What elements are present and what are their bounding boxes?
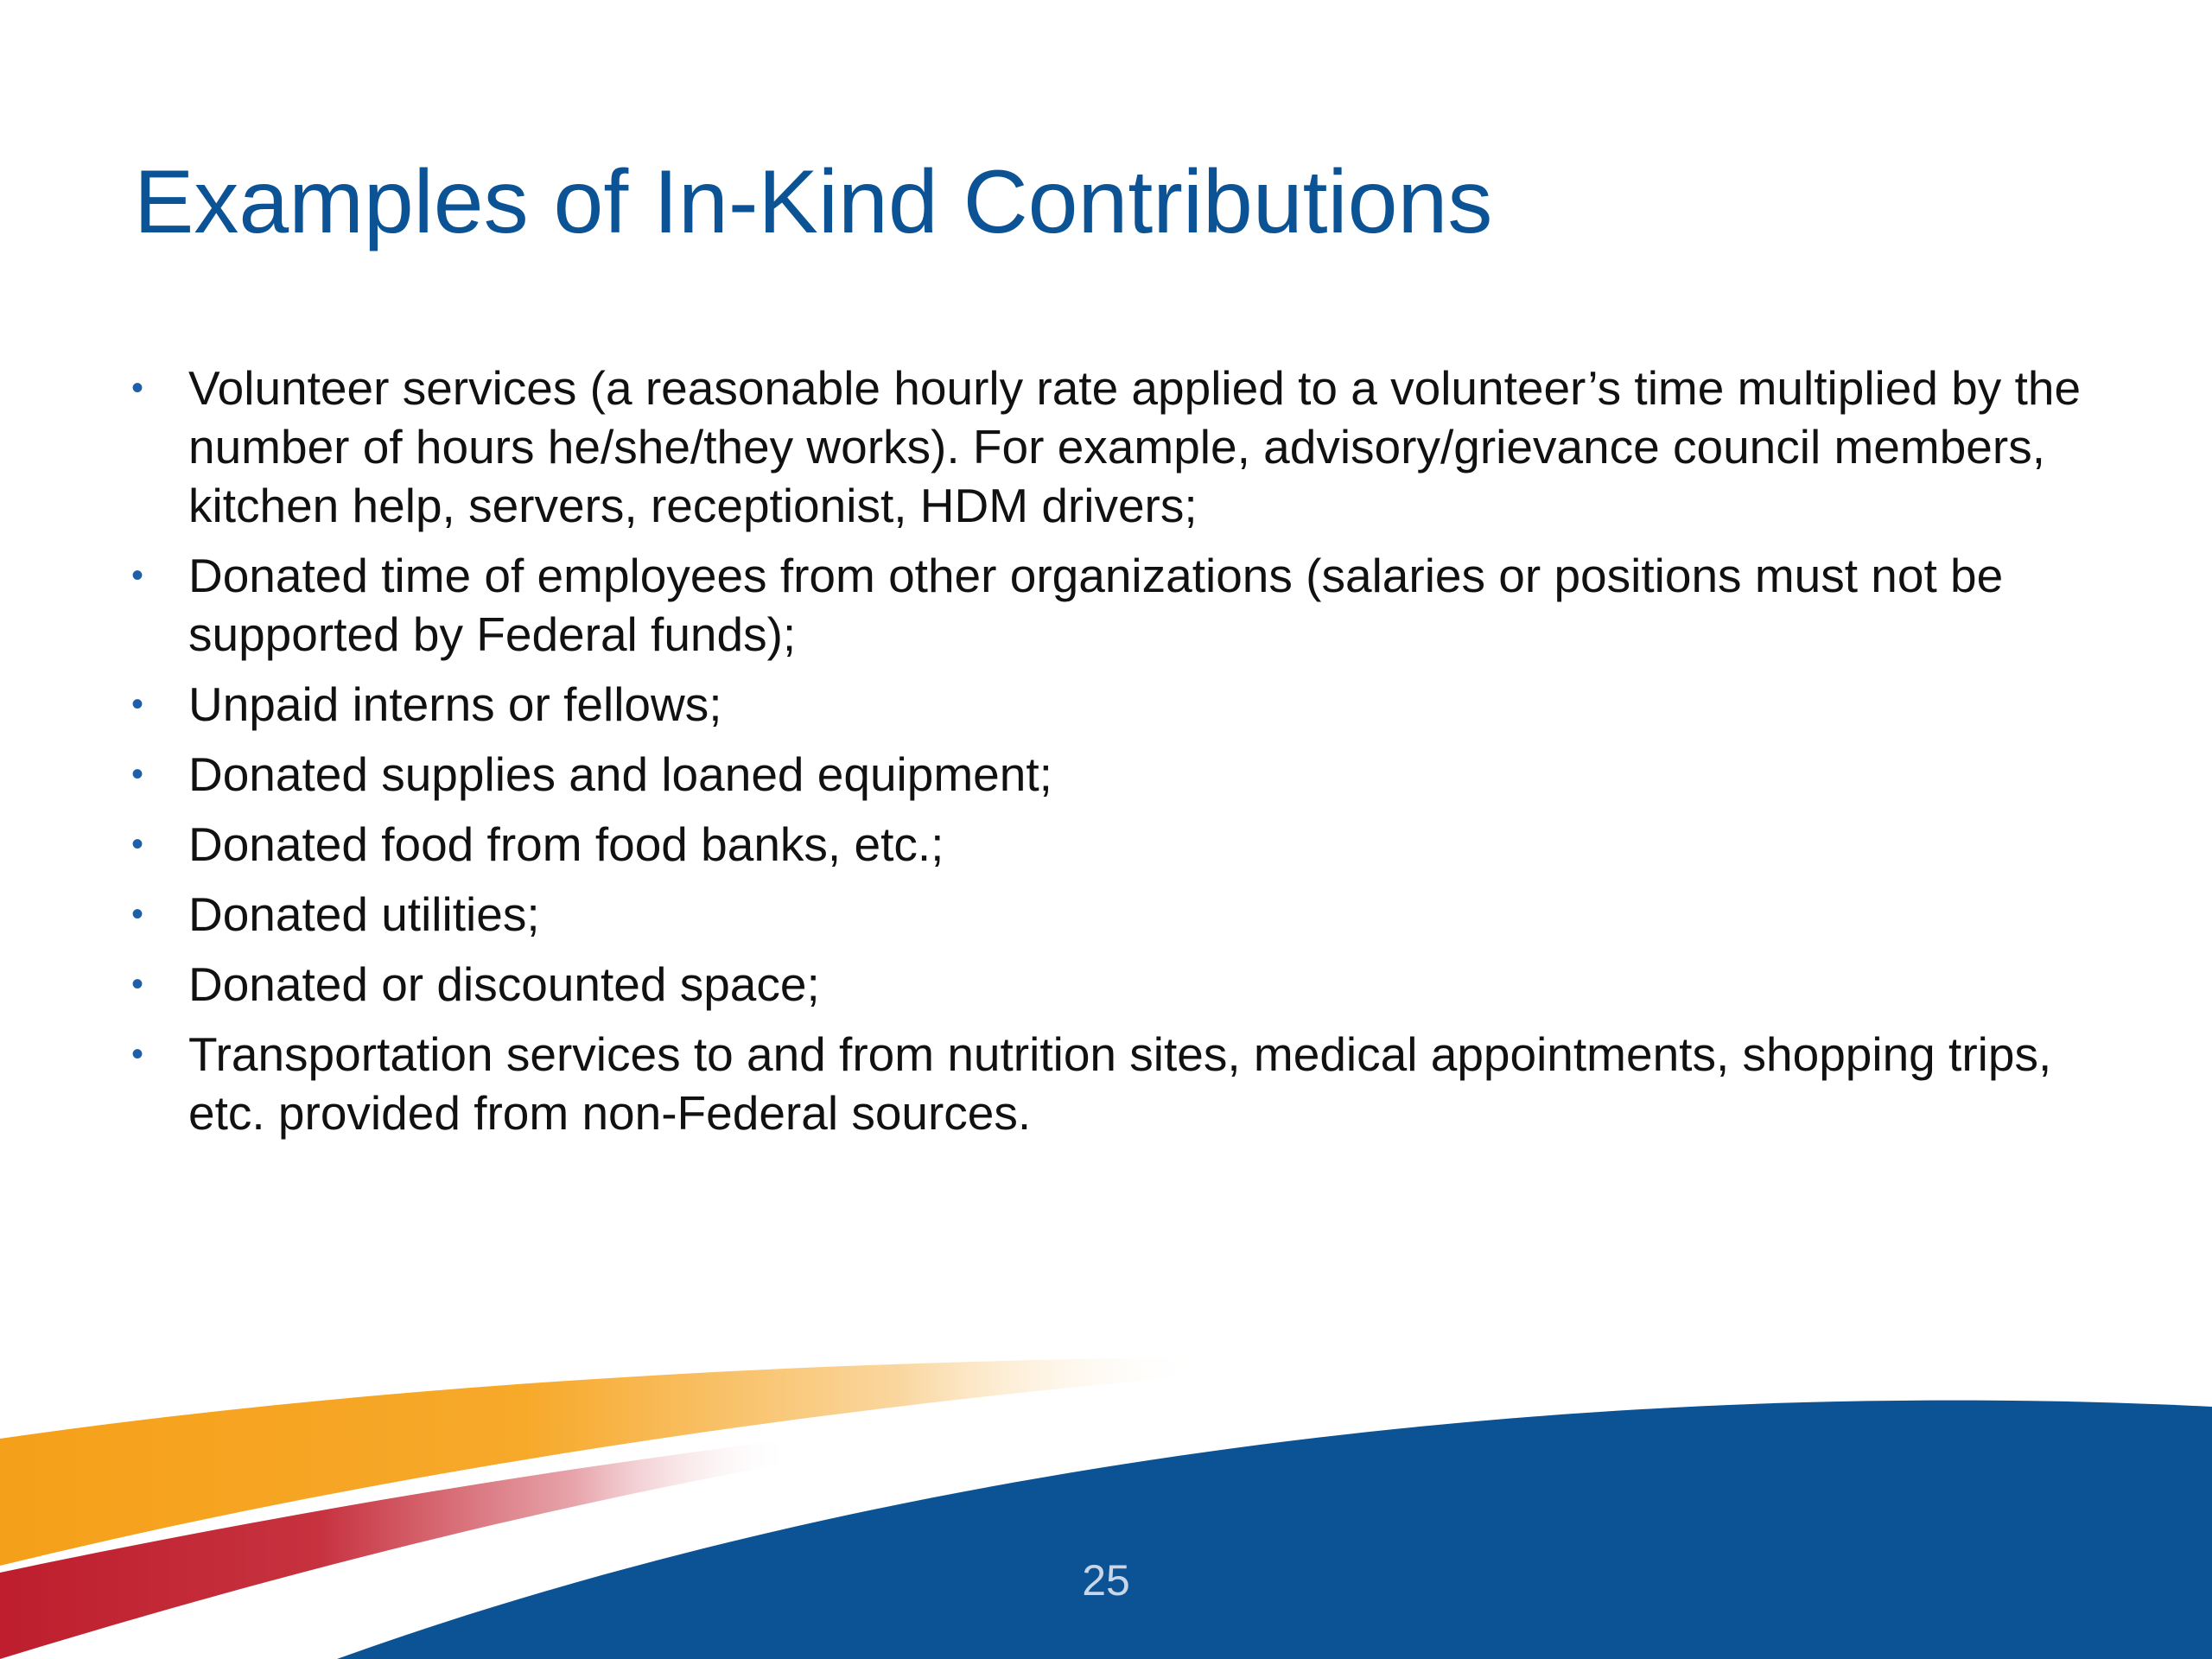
bullet-text: Donated supplies and loaned equipment; [188, 747, 1052, 801]
slide-title: Examples of In-Kind Contributions [134, 152, 1493, 252]
bullet-item [121, 815, 2100, 874]
bullet-dot-icon: • [131, 556, 144, 594]
bullet-item [121, 885, 2100, 944]
bullet-dot-icon: • [131, 965, 144, 1003]
bullet-dot-icon: • [131, 825, 144, 863]
bullet-dot-icon: • [131, 369, 144, 407]
bullet-dot-icon: • [131, 755, 144, 793]
bullet-dot-icon: • [131, 685, 144, 723]
bullet-text: Donated time of employees from other organizations (salaries or positions must not be supported by Federal funds); [188, 549, 2004, 661]
bullet-text: Donated food from food banks, etc.; [188, 817, 944, 871]
bullet-text: Unpaid interns or fellows; [188, 677, 722, 731]
bullet-text: Transportation services to and from nutrition sites, medical appointments, shopping trips, etc. provided from non-Federal sources. [188, 1027, 2052, 1140]
bullet-item [121, 546, 2100, 664]
bullet-item [121, 675, 2100, 734]
bullet-text: Donated or discounted space; [188, 957, 820, 1011]
bullet-list [121, 359, 2100, 1154]
bullet-item [121, 1025, 2100, 1142]
bullet-item [121, 359, 2100, 535]
bullet-dot-icon: • [131, 895, 144, 933]
page-number: 25 [1082, 1556, 1130, 1605]
bullet-text: Volunteer services (a reasonable hourly rate applied to a volunteer’s time multiplied by the number of hours he/she/they works). For example, advisory/grievance council members, kitchen help, servers, receptionist, HDM drivers; [188, 361, 2082, 532]
bullet-item [121, 955, 2100, 1014]
bullet-dot-icon: • [131, 1035, 144, 1073]
bullet-text: Donated utilities; [188, 887, 540, 941]
bullet-item [121, 745, 2100, 804]
